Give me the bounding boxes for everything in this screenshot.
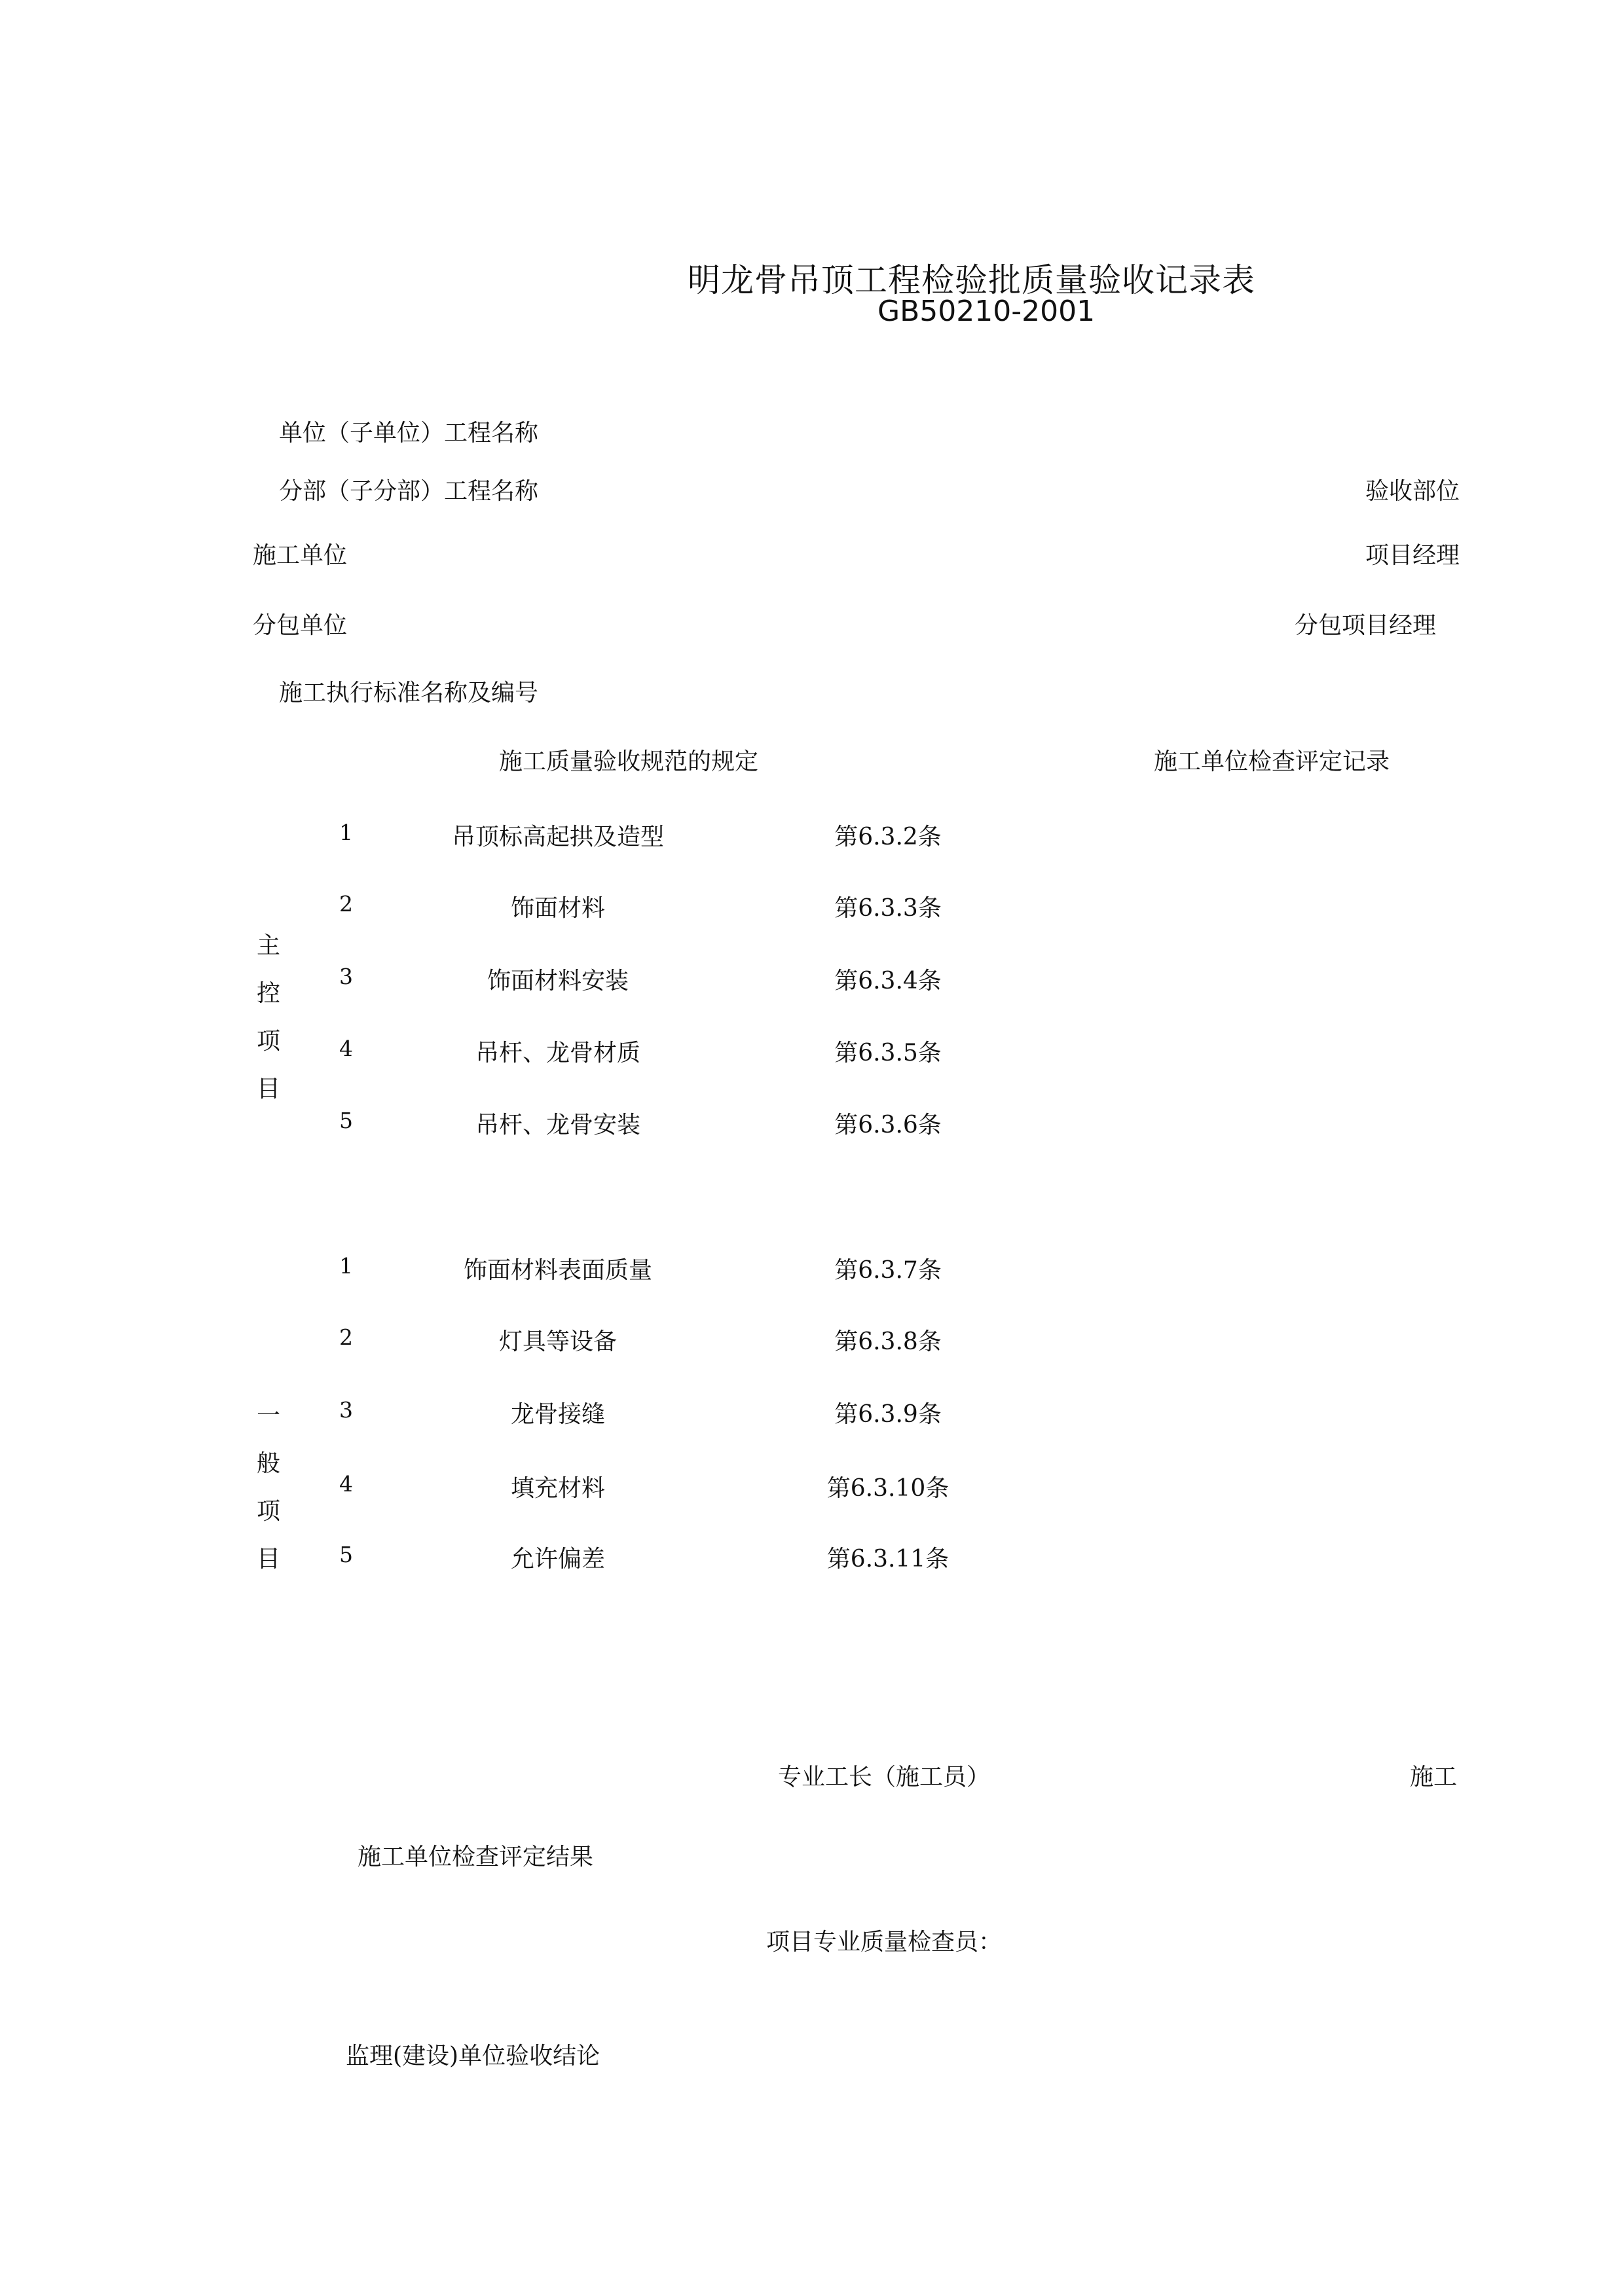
unit-project-label: 单位（子单位）工程名称 <box>279 420 539 446</box>
general-item-clause: 第6.3.11条 <box>826 1546 950 1573</box>
main-item-clause: 第6.3.5条 <box>834 1040 942 1066</box>
general-item-name: 饰面材料表面质量 <box>463 1257 652 1284</box>
general-item-no: 4 <box>339 1471 353 1497</box>
subcontract-manager-label: 分包项目经理 <box>1295 612 1437 639</box>
general-item-clause: 第6.3.10条 <box>826 1475 950 1502</box>
main-item-no: 3 <box>339 964 353 989</box>
standard-code: GB50210-2001 <box>877 295 1096 328</box>
construction-unit-label: 施工单位 <box>253 542 348 569</box>
main-item-clause: 第6.3.2条 <box>834 824 942 850</box>
main-label-char: 主 <box>256 932 280 959</box>
general-item-clause: 第6.3.9条 <box>834 1401 942 1428</box>
general-item-name: 龙骨接缝 <box>510 1401 605 1428</box>
main-item-name: 吊杆、龙骨安装 <box>475 1112 640 1139</box>
main-item-clause: 第6.3.4条 <box>834 968 942 994</box>
general-label-char: 项 <box>256 1498 280 1525</box>
main-item-name: 饰面材料 <box>510 895 605 922</box>
general-item-name: 允许偏差 <box>510 1546 605 1573</box>
subcontract-unit-label: 分包单位 <box>253 612 348 639</box>
main-label-char: 目 <box>256 1076 280 1102</box>
general-item-no: 2 <box>339 1324 353 1350</box>
general-item-name: 填充材料 <box>510 1475 605 1502</box>
main-item-name: 吊杆、龙骨材质 <box>475 1040 640 1066</box>
check-result-label: 施工单位检查评定结果 <box>358 1844 594 1870</box>
main-item-no: 4 <box>339 1036 353 1061</box>
spec-header: 施工质量验收规范的规定 <box>499 748 759 775</box>
main-item-no: 1 <box>339 820 353 845</box>
general-item-no: 5 <box>339 1542 353 1567</box>
quality-inspector-label: 项目专业质量检查员： <box>766 1929 1003 1956</box>
main-item-clause: 第6.3.3条 <box>834 895 942 922</box>
foreman-right-label: 施工 <box>1410 1764 1458 1791</box>
supervision-conclusion-label: 监理(建设)单位验收结论 <box>346 2043 600 2069</box>
main-item-name: 吊顶标高起拱及造型 <box>451 824 664 850</box>
general-label-char: 般 <box>256 1450 280 1477</box>
general-item-no: 3 <box>339 1397 353 1423</box>
page-title: 明龙骨吊顶工程检验批质量验收记录表 <box>688 261 1255 299</box>
general-label-char: 一 <box>256 1402 280 1429</box>
main-item-clause: 第6.3.6条 <box>834 1112 942 1139</box>
main-label-char: 项 <box>256 1028 280 1055</box>
main-item-name: 饰面材料安装 <box>487 968 629 994</box>
general-label-char: 目 <box>256 1546 280 1573</box>
foreman-label: 专业工长（施工员） <box>778 1764 991 1791</box>
record-header: 施工单位检查评定记录 <box>1154 748 1390 775</box>
main-item-no: 5 <box>339 1108 353 1133</box>
main-label-char: 控 <box>256 980 280 1007</box>
general-item-no: 1 <box>339 1253 353 1279</box>
general-item-clause: 第6.3.7条 <box>834 1257 942 1284</box>
main-item-no: 2 <box>339 891 353 917</box>
general-item-name: 灯具等设备 <box>498 1328 617 1355</box>
sub-project-label: 分部（子分部）工程名称 <box>279 478 539 505</box>
inspection-part-label: 验收部位 <box>1365 478 1460 505</box>
general-item-clause: 第6.3.8条 <box>834 1328 942 1355</box>
standard-name-label: 施工执行标准名称及编号 <box>279 680 539 706</box>
project-manager-label: 项目经理 <box>1365 542 1460 569</box>
